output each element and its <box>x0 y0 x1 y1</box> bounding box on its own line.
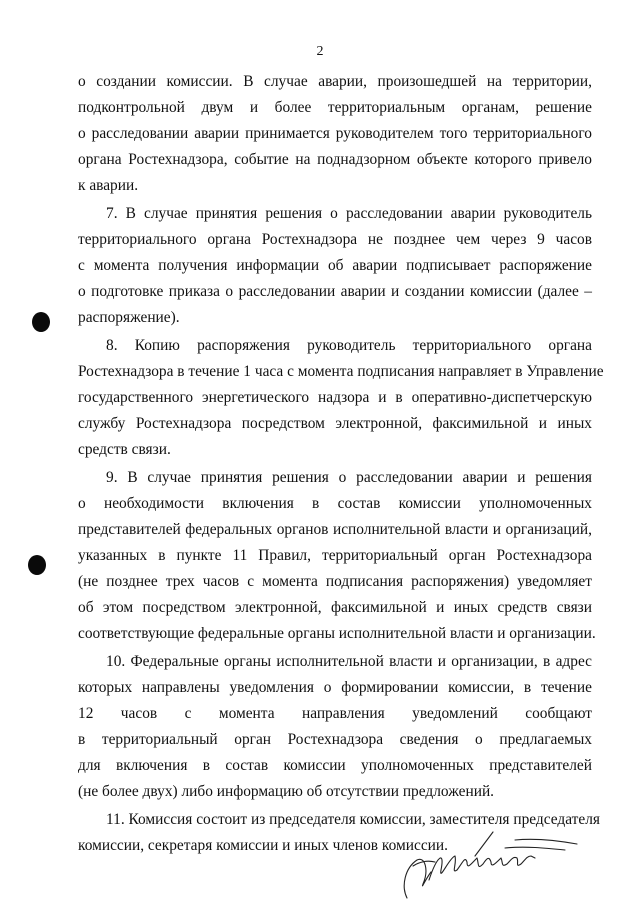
text-line: к аварии. <box>78 177 139 194</box>
paragraph-8-first-line: 8. Копию распоряжения руководитель территориального органа <box>106 337 592 354</box>
page-number: 2 <box>316 44 324 59</box>
paragraph-10-first-line: 10. Федеральные органы исполнительной власти и организации, в адрес <box>106 653 592 670</box>
text-line: службу Ростехнадзора посредством электронной, факсимильной и иных <box>78 415 592 432</box>
text-line: подконтрольной двум и более территориальным органам, решение <box>78 99 592 116</box>
text-line: Ростехнадзора в течение 1 часа с момента подписания направляет в Управление <box>78 363 604 380</box>
text-line: указанных в пункте 11 Правил, территориальный орган Ростехнадзора <box>78 547 592 564</box>
text-line: об этом посредством электронной, факсимильной и иных средств связи <box>78 599 592 616</box>
text-line: о создании комиссии. В случае аварии, произошедшей на территории, <box>78 73 592 90</box>
text-line: средств связи. <box>78 441 171 458</box>
text-line: в территориальный орган Ростехнадзора сведения о предлагаемых <box>78 731 592 748</box>
text-line: для включения в состав комиссии уполномоченных представителей <box>78 757 592 774</box>
text-line: с момента получения информации об аварии подписывает распоряжение <box>78 257 592 274</box>
text-line: (не более двух) либо информацию об отсутствии предложений. <box>78 783 495 800</box>
punch-hole-mark <box>28 555 46 575</box>
text-line: органа Ростехнадзора, событие на поднадзорном объекте которого привело <box>78 151 592 168</box>
text-line: (не позднее трех часов с момента подписания распоряжения) уведомляет <box>78 573 592 590</box>
text-line: о расследовании аварии принимается руководителем того территориального <box>78 125 592 142</box>
text-line: государственного энергетического надзора и в оперативно-диспетчерскую <box>78 389 592 406</box>
paragraph-9-first-line: 9. В случае принятия решения о расследовании аварии и решения <box>106 469 592 486</box>
text-line: представителей федеральных органов исполнительной власти и организаций, <box>78 521 592 538</box>
text-line: распоряжение). <box>78 309 180 326</box>
text-line: о подготовке приказа о расследовании аварии и создании комиссии (далее – <box>78 283 592 300</box>
text-line: соответствующие федеральные органы исполнительной власти и организации. <box>78 625 596 642</box>
punch-hole-mark <box>32 312 50 332</box>
text-line: о необходимости включения в состав комиссии уполномоченных <box>78 495 592 512</box>
text-line: которых направлены уведомления о формировании комиссии, в течение <box>78 679 592 696</box>
handwritten-signature <box>395 826 595 904</box>
paragraph-11-first-line: 11. Комиссия состоит из председателя комиссии, заместителя председателя <box>106 811 600 828</box>
paragraph-7-first-line: 7. В случае принятия решения о расследовании аварии руководитель <box>106 205 592 222</box>
text-line: территориального органа Ростехнадзора не позднее чем через 9 часов <box>78 231 592 248</box>
text-line: комиссии, секретаря комиссии и иных членов комиссии. <box>78 837 448 854</box>
text-line: 12 часов с момента направления уведомлений сообщают <box>78 705 592 722</box>
